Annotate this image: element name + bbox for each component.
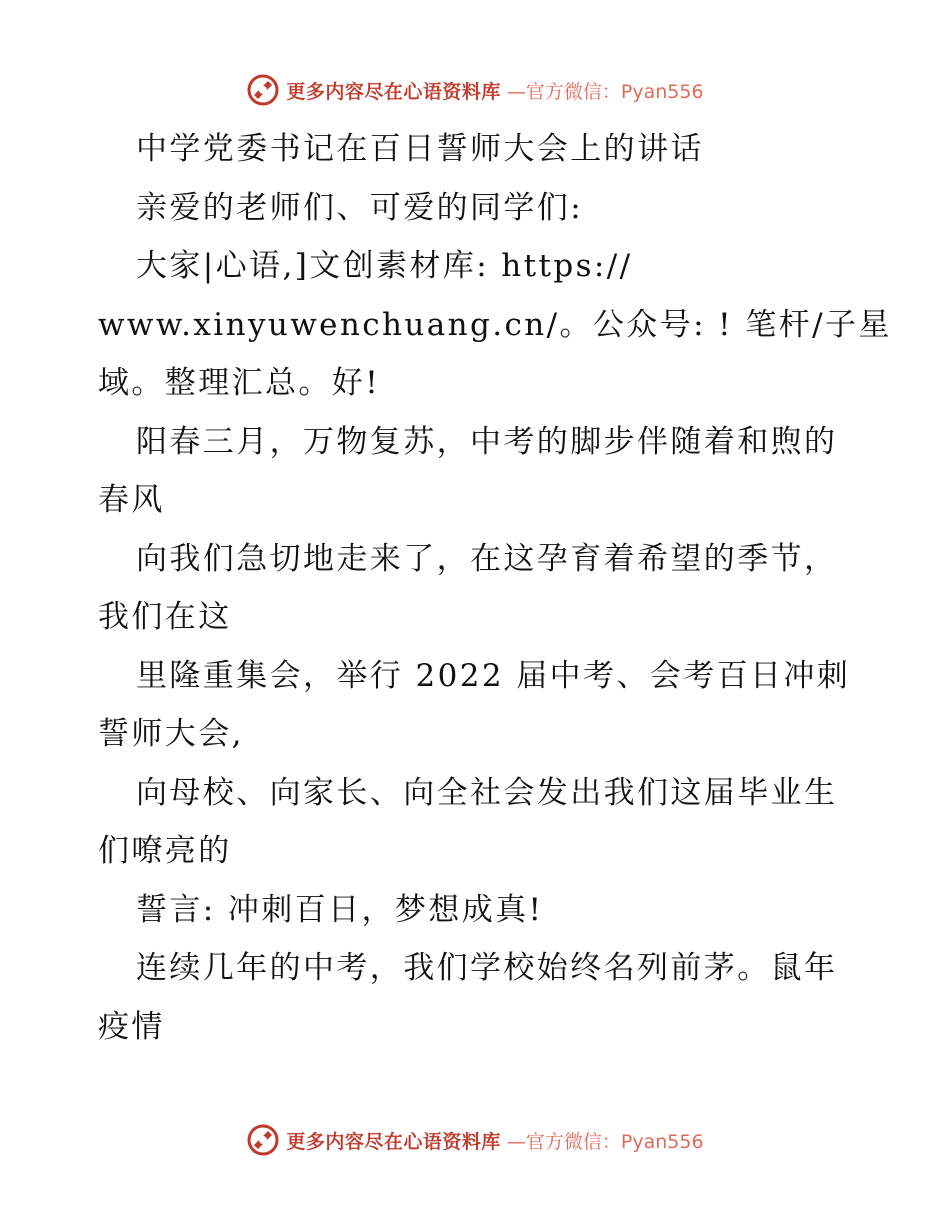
body-line: 中学党委书记在百日誓师大会上的讲话 xyxy=(136,131,704,167)
body-line: 域。整理汇总。好! xyxy=(98,365,381,401)
banner-promo-text: 更多内容尽在心语资料库 xyxy=(286,80,501,103)
body-line: 疫情 xyxy=(98,1008,165,1045)
banner-promo-text: 更多内容尽在心语资料库 xyxy=(286,1130,501,1153)
banner-wechat-text: —官方微信：Pyan556 xyxy=(506,1130,704,1153)
body-line: 向母校、向家长、向全社会发出我们这届毕业生 xyxy=(136,774,838,811)
body-line: 誓言: 冲刺百日，梦想成真! xyxy=(136,891,544,928)
brand-logo-icon xyxy=(246,73,280,107)
body-line: 我们在这 xyxy=(98,599,232,635)
footer-banner xyxy=(0,1120,950,1160)
body-line: 连续几年的中考，我们学校始终名列前茅。鼠年 xyxy=(136,950,838,986)
body-line: 春风 xyxy=(98,482,165,518)
brand-logo-icon xyxy=(246,1123,280,1157)
body-line: 里隆重集会，举行 2022 届中考、会考百日冲刺 xyxy=(136,657,851,694)
body-line: 阳春三月，万物复苏，中考的脚步伴随着和煦的 xyxy=(136,423,838,460)
banner-wechat-text: —官方微信：Pyan556 xyxy=(506,80,704,103)
body-line: 们嘹亮的 xyxy=(98,833,232,869)
document-body xyxy=(98,120,892,1056)
body-line: 大家|心语,]文创素材库: https:// xyxy=(136,248,633,284)
body-line: 誓师大会, xyxy=(98,716,244,752)
body-line: 亲爱的老师们、可爱的同学们: xyxy=(136,189,584,226)
body-line: 向我们急切地走来了，在这孕育着希望的季节， xyxy=(136,540,838,577)
header-banner xyxy=(0,70,950,110)
body-line: www.xinyuwenchuang.cn/。公众号: ! 笔杆/子星 xyxy=(98,306,892,343)
